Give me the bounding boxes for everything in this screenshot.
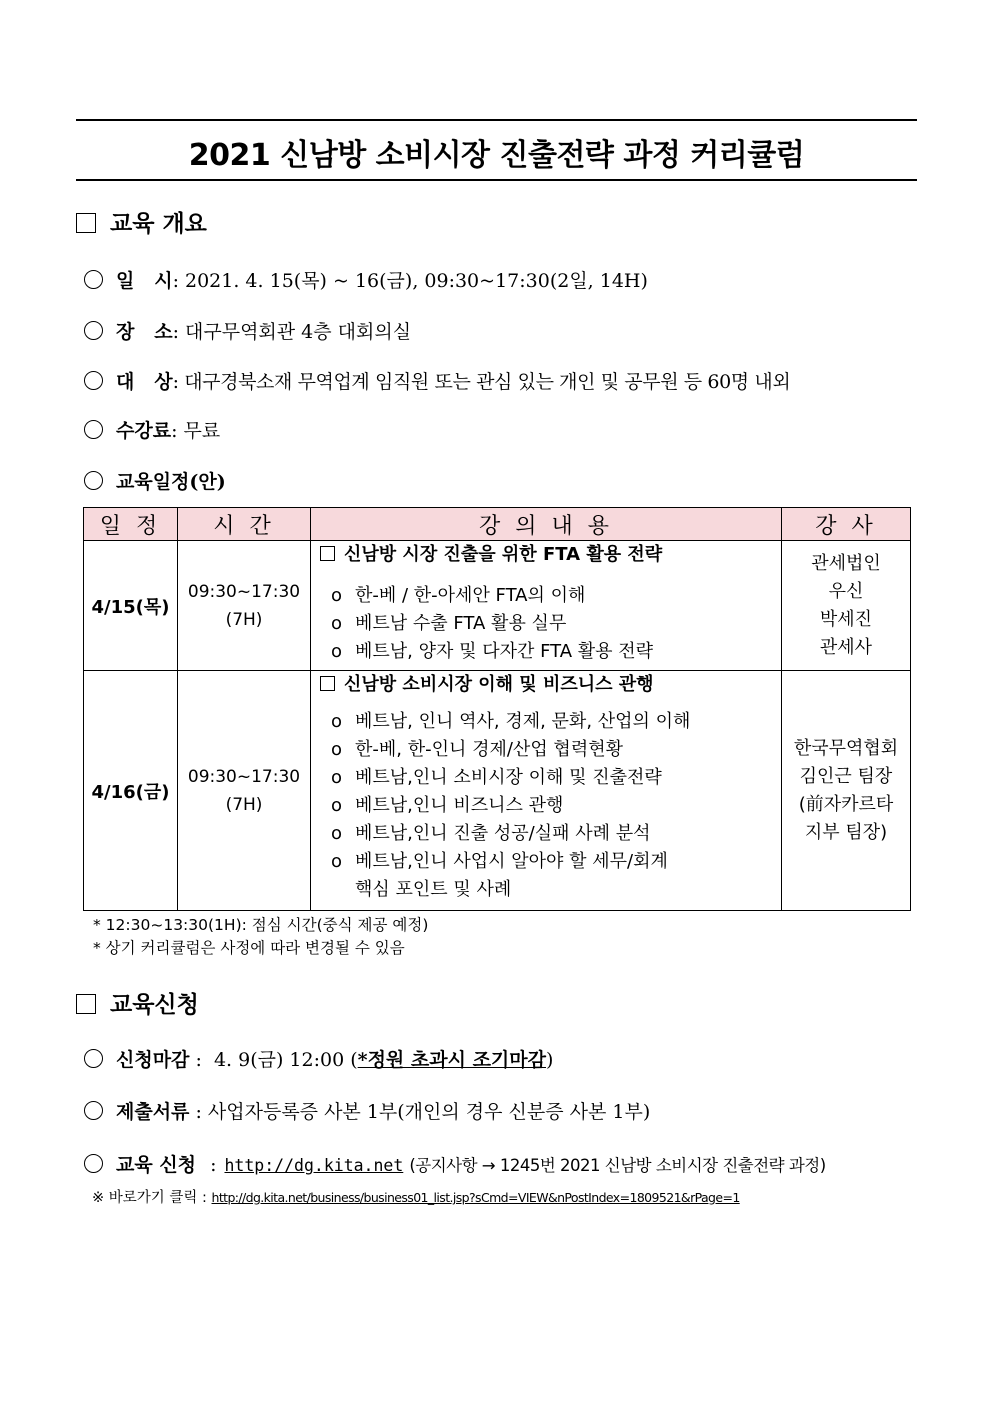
list-item xyxy=(331,610,781,638)
item-value: : 4. 9(금) 12:00 ( xyxy=(195,1049,358,1071)
time-range: 09:30~17:30 xyxy=(187,581,301,602)
point-text: 베트남,인니 사업시 알아야 할 세무/회계 xyxy=(355,851,668,872)
row-date: 4/15(목) xyxy=(84,541,178,671)
list-item xyxy=(331,848,781,876)
list-item xyxy=(331,820,781,848)
overview-item-date xyxy=(84,266,648,293)
section-overview-heading xyxy=(76,205,207,238)
circle-bullet-icon xyxy=(84,420,103,439)
instructor-line: 한국무역협회 xyxy=(793,737,899,759)
deadline-close: ) xyxy=(546,1049,554,1071)
separator: : xyxy=(210,1154,217,1176)
instructor-line: 지부 팀장) xyxy=(804,821,888,843)
time-range: 09:30~17:30 xyxy=(187,766,301,787)
checkbox-square-icon xyxy=(320,546,335,561)
instructor-line: 김인근 팀장 xyxy=(799,765,893,787)
header-time: 시 간 xyxy=(178,508,311,541)
header-content: 강 의 내 용 xyxy=(311,508,782,541)
application-deadline xyxy=(84,1045,553,1072)
row-content xyxy=(311,541,782,671)
shortcut-label: ※ 바로가기 클릭 : xyxy=(92,1190,207,1206)
overview-item-fee xyxy=(84,416,220,443)
overview-item-place xyxy=(84,317,411,344)
section-title: 교육신청 xyxy=(110,991,199,1018)
instructor-line: 박세진 xyxy=(819,608,873,630)
item-value: : 무료 xyxy=(171,420,221,442)
instructor-line: 관세법인 xyxy=(811,552,881,574)
instructor-line: 관세사 xyxy=(819,636,873,658)
item-value: : 2021. 4. 15(목) ~ 16(금), 09:30~17:30(2일, 14H) xyxy=(172,270,648,292)
bullet-o-icon: o xyxy=(331,823,343,844)
note-line: * 상기 커리큘럼은 사정에 따라 변경될 수 있음 xyxy=(93,939,405,957)
note-line: * 12:30~13:30(1H): 점심 시간(중식 제공 예정) xyxy=(93,916,429,934)
row-date: 4/16(금) xyxy=(84,671,178,911)
circle-bullet-icon xyxy=(84,1154,103,1173)
application-documents xyxy=(84,1097,650,1124)
item-label: 대 상 xyxy=(116,371,173,393)
point-text: 베트남,인니 소비시장 이해 및 진출전략 xyxy=(355,767,662,788)
header-date: 일 정 xyxy=(84,508,178,541)
item-value: : 대구무역회관 4층 대회의실 xyxy=(172,321,412,343)
row-time xyxy=(178,541,311,671)
item-label: 교육 신청 xyxy=(116,1154,197,1176)
row-instructor xyxy=(782,541,911,671)
time-hours: (7H) xyxy=(225,609,263,630)
checkbox-square-icon xyxy=(320,676,335,691)
table-row xyxy=(84,541,911,671)
item-value: : 사업자등록증 사본 1부(개인의 경우 신분증 사본 1부) xyxy=(195,1101,651,1123)
section-application-heading xyxy=(76,986,199,1019)
overview-item-target xyxy=(84,367,790,394)
circle-bullet-icon xyxy=(84,270,103,289)
table-row xyxy=(84,671,911,911)
schedule-notes xyxy=(93,914,428,960)
point-text: 베트남, 인니 역사, 경제, 문화, 산업의 이해 xyxy=(355,711,691,732)
row-content xyxy=(311,671,782,911)
topic-points xyxy=(311,708,781,904)
bullet-o-icon: o xyxy=(331,795,343,816)
checkbox-square-icon xyxy=(76,213,96,233)
circle-bullet-icon xyxy=(84,1101,103,1120)
circle-bullet-icon xyxy=(84,1049,103,1068)
shortcut-link[interactable]: http://dg.kita.net/business/business01_list.jsp?sCmd=VIEW&nPostIndex=1809521&rPage=1 xyxy=(211,1190,740,1205)
apply-link[interactable]: http://dg.kita.net xyxy=(224,1156,404,1175)
bullet-o-icon: o xyxy=(331,641,343,662)
item-label: 교육일정(안) xyxy=(116,471,226,493)
list-item xyxy=(331,736,781,764)
topic-text: 신남방 시장 진출을 위한 FTA 활용 전략 xyxy=(344,544,663,565)
point-text: 베트남,인니 비즈니스 관행 xyxy=(355,795,564,816)
list-item xyxy=(331,792,781,820)
point-text: 베트남,인니 진출 성공/실패 사례 분석 xyxy=(355,823,651,844)
bullet-o-icon: o xyxy=(331,711,343,732)
overview-item-schedule xyxy=(84,467,226,494)
deadline-emphasis: *정원 초과시 조기마감 xyxy=(357,1049,546,1071)
list-item xyxy=(331,582,781,610)
page-title: 2021 신남방 소비시장 진출전략 과정 커리큘럼 xyxy=(188,138,805,173)
topic-title xyxy=(311,541,781,568)
checkbox-square-icon xyxy=(76,994,96,1014)
item-label: 수강료 xyxy=(116,420,172,442)
apply-path: (공지사항 → 1245번 2021 신남방 소비시장 진출전략 과정) xyxy=(409,1156,826,1175)
point-text: 한-베, 한-인니 경제/산업 협력현황 xyxy=(355,739,623,760)
point-text: 베트남 수출 FTA 활용 실무 xyxy=(355,613,567,634)
item-value: : 대구경북소재 무역업계 임직원 또는 관심 있는 개인 및 공무원 등 60명 내외 xyxy=(172,371,791,393)
topic-text: 신남방 소비시장 이해 및 비즈니스 관행 xyxy=(344,674,654,695)
point-text: 베트남, 양자 및 다자간 FTA 활용 전략 xyxy=(355,641,654,662)
item-label: 장 소 xyxy=(116,321,173,343)
circle-bullet-icon xyxy=(84,321,103,340)
bullet-o-icon: o xyxy=(331,767,343,788)
circle-bullet-icon xyxy=(84,371,103,390)
application-apply xyxy=(84,1150,826,1177)
title-top-rule xyxy=(76,119,917,121)
bullet-o-icon: o xyxy=(331,851,343,872)
list-item-continuation: 핵심 포인트 및 사례 xyxy=(355,879,512,900)
instructor-line: (前자카르타 xyxy=(798,793,894,815)
circle-bullet-icon xyxy=(84,471,103,490)
list-item xyxy=(331,708,781,736)
bullet-o-icon: o xyxy=(331,739,343,760)
header-instructor: 강 사 xyxy=(782,508,911,541)
bullet-o-icon: o xyxy=(331,613,343,634)
section-title: 교육 개요 xyxy=(110,210,207,237)
topic-title xyxy=(311,671,781,698)
item-label: 제출서류 xyxy=(116,1101,190,1123)
time-hours: (7H) xyxy=(225,794,263,815)
bullet-o-icon: o xyxy=(331,585,343,606)
title-bottom-rule xyxy=(76,179,917,181)
row-instructor xyxy=(782,671,911,911)
item-label: 일 시 xyxy=(116,270,173,292)
instructor-line: 우신 xyxy=(828,580,864,602)
list-item xyxy=(331,764,781,792)
table-header-row xyxy=(84,508,911,541)
schedule-table xyxy=(83,507,911,911)
topic-points xyxy=(311,582,781,666)
shortcut-line xyxy=(92,1186,740,1207)
row-time xyxy=(178,671,311,911)
list-item xyxy=(331,638,781,666)
item-label: 신청마감 xyxy=(116,1049,190,1071)
point-text: 한-베 / 한-아세안 FTA의 이해 xyxy=(355,585,586,606)
